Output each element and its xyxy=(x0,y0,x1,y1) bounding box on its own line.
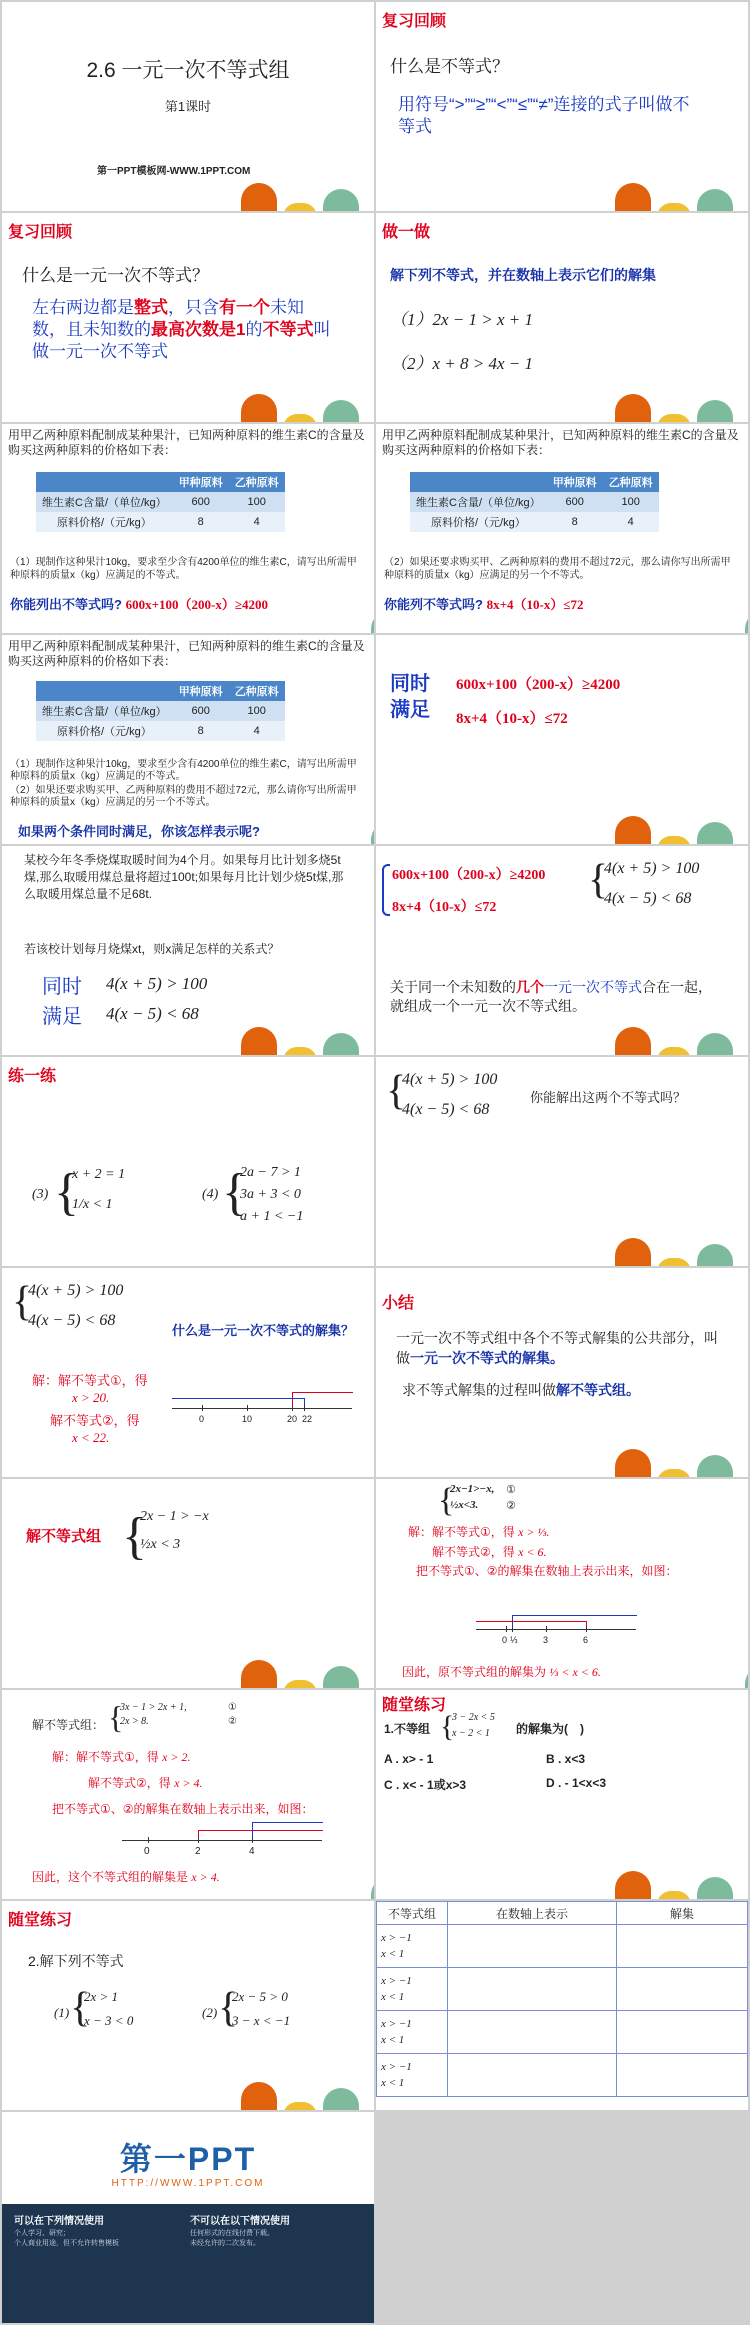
solution-cell[interactable] xyxy=(617,2011,748,2054)
range-x-lt-22 xyxy=(172,1398,305,1409)
slide-header: 练一练 xyxy=(8,1068,57,1085)
slide-solve-system xyxy=(2,1479,374,1688)
problem-2b: 3 − x < −1 xyxy=(232,2013,291,2028)
inequality-2: 4(x − 5) < 68 xyxy=(106,1004,199,1023)
problem-2a: 2x − 5 > 0 xyxy=(232,1989,288,2004)
question-text: 你能解出这两个不等式吗？ xyxy=(530,1090,687,1105)
mark-2: ② xyxy=(228,1716,237,1727)
decoration-shapes xyxy=(663,601,748,633)
slide-header: 随堂练习 xyxy=(8,1912,73,1929)
footer-line: 个人商业用途，但不允许转售模板 xyxy=(14,2240,119,2247)
brace-symbol: { xyxy=(12,1279,33,1325)
conclusion-line xyxy=(32,1868,220,1885)
table-header: 甲种原料 xyxy=(547,472,603,492)
inequality-1: 600x+100（200-x）≥4200 xyxy=(456,677,621,693)
brace-symbol: { xyxy=(54,1164,79,1221)
option-b[interactable]: B . x<3 xyxy=(546,1752,586,1766)
answer-table xyxy=(376,1901,748,2097)
cell-line: x > −1 xyxy=(381,1932,412,1944)
slide-coal-problem xyxy=(2,846,374,1055)
column-header: 解集 xyxy=(617,1902,748,1925)
conclusion-line xyxy=(402,1663,601,1680)
system-2: ½x < 3 xyxy=(140,1537,181,1552)
ask-combined: 如果两个条件同时满足，你该怎样表示呢? xyxy=(18,824,260,839)
label-line: 同时 xyxy=(42,976,82,998)
tick-label: 20 xyxy=(287,1414,298,1424)
cell-line: x < 1 xyxy=(381,1991,405,2003)
label-line: 同时 xyxy=(390,673,430,695)
problem-intro: 用甲乙两种原料配制成某种果汁，已知两种原料的维生素C的含量及购买这两种原料的价格如下表： xyxy=(382,428,739,457)
tick-label: 0 xyxy=(199,1414,205,1424)
both-label xyxy=(390,671,430,723)
table-row xyxy=(377,1925,748,1968)
inequality-line xyxy=(384,594,583,613)
slide-title xyxy=(2,2,374,211)
site-label: 第一PPT模板网-WWW.1PPT.COM xyxy=(97,166,251,177)
table-row xyxy=(377,1968,748,2011)
tick-mark xyxy=(546,1626,547,1632)
tick-label: ⅓ xyxy=(510,1635,518,1645)
definition-text xyxy=(32,297,332,363)
table-header xyxy=(410,472,547,492)
solution-line-1 xyxy=(52,1748,191,1765)
tick-label: 4 xyxy=(249,1846,255,1857)
solution-line-2: 解不等式②，得 xyxy=(50,1413,140,1428)
decoration-shapes xyxy=(615,390,740,422)
problem-1b: x − 3 < 0 xyxy=(84,2013,134,2028)
line-result: x > ⅓. xyxy=(518,1525,550,1539)
slide-solution-set xyxy=(2,1268,374,1477)
task-text: 解下列不等式，并在数轴上表示它们的解集 xyxy=(390,267,656,283)
table-cell: 原料价格/（元/kg） xyxy=(36,512,173,532)
system-cell xyxy=(377,1968,448,2011)
decoration-shapes xyxy=(289,812,374,844)
problem-4a: 2a − 7 > 1 xyxy=(240,1165,301,1180)
system-2: x − 2 < 1 xyxy=(452,1728,490,1739)
solution-cell[interactable] xyxy=(617,2054,748,2097)
table-header xyxy=(36,681,173,701)
slide-quiz-2 xyxy=(2,1901,374,2110)
slide-both-conditions xyxy=(376,635,748,844)
decoration-shapes xyxy=(241,2078,366,2110)
table-header: 甲种原料 xyxy=(173,472,229,492)
column-header: 不等式组 xyxy=(377,1902,448,1925)
tick-mark xyxy=(304,1405,305,1411)
def-highlight: 一元一次不等式 xyxy=(544,979,642,995)
tick-label: 0 xyxy=(502,1635,508,1645)
problem-4-label: (4) xyxy=(202,1187,219,1202)
tick-mark xyxy=(506,1626,507,1632)
line-result: x > 4. xyxy=(174,1776,203,1790)
line-text: 因此，这个不等式组的解集是 xyxy=(32,1870,189,1884)
system-2: ½x<3. xyxy=(450,1499,479,1511)
table-cell: 8 xyxy=(547,512,603,532)
summary-2 xyxy=(402,1380,640,1400)
system-1: 4(x + 5) > 100 xyxy=(402,1071,498,1088)
system-cell xyxy=(377,2011,448,2054)
range-x-lt-6 xyxy=(476,1621,587,1630)
problem-1-label: (1) xyxy=(54,2005,70,2020)
answer-text: 用符号“>”“≥”“<”“≤”“≠”连接的式子叫做不等式 xyxy=(398,95,690,136)
decoration-shapes xyxy=(615,1234,740,1266)
table-header: 甲种原料 xyxy=(173,681,229,701)
definition-text xyxy=(390,978,720,1016)
def-part: 左右两边都是 xyxy=(32,298,134,317)
slide-header: 随堂练习 xyxy=(382,1697,447,1714)
system-2: 4(x − 5) < 68 xyxy=(402,1101,490,1118)
decoration-shapes xyxy=(241,1656,366,1688)
system-1: 2x − 1 > −x xyxy=(140,1509,209,1524)
table-cell: 100 xyxy=(603,492,659,512)
table-cell: 8 xyxy=(173,512,229,532)
tick-mark xyxy=(202,1405,203,1411)
table-cell: 100 xyxy=(229,492,285,512)
brand-url: HTTP://WWW.1PPT.COM xyxy=(111,2178,265,2189)
slide-credits xyxy=(2,2112,374,2323)
slide-header: 复习回顾 xyxy=(8,224,73,241)
question-text: 1.不等组 xyxy=(384,1722,431,1736)
footer-heading-allowed: 可以在下列情况使用 xyxy=(14,2216,104,2227)
def-part: ，只含 xyxy=(168,298,219,317)
brace-symbol: { xyxy=(386,1068,407,1114)
system-1: 4(x + 5) > 100 xyxy=(604,860,700,877)
question-tail: 的解集为( ) xyxy=(516,1722,584,1736)
slide-juice-problem-1 xyxy=(2,424,374,633)
both-label xyxy=(42,972,82,1032)
brace-symbol: { xyxy=(222,1164,247,1221)
decoration-shapes xyxy=(241,1023,366,1055)
ask-text: 你能列不等式吗? xyxy=(384,597,483,612)
brace-symbol: { xyxy=(218,1985,239,2031)
problem-3-label: (3) xyxy=(32,1187,49,1202)
tick-mark xyxy=(292,1405,293,1411)
def-highlight: 不等式 xyxy=(262,320,314,339)
system-cell xyxy=(377,2054,448,2097)
decoration-shapes xyxy=(241,179,366,211)
number-line-cell[interactable] xyxy=(448,2011,617,2054)
def-part: 关于同一个未知数的 xyxy=(390,979,516,995)
slide-summary xyxy=(376,1268,748,1477)
table-cell: 维生素C含量/（单位/kg） xyxy=(36,492,173,512)
inequality-1: 600x+100（200-x）≥4200 xyxy=(392,868,546,883)
system-1: 2x−1>−x, xyxy=(450,1483,495,1495)
slide-quiz-1 xyxy=(376,1690,748,1899)
number-line-cell[interactable] xyxy=(448,2054,617,2097)
solution-cell[interactable] xyxy=(617,1925,748,1968)
problem-1: （1）2x − 1 > x + 1 xyxy=(390,310,534,329)
slide-answer-table xyxy=(376,1901,748,2110)
table-cell: 原料价格/（元/kg） xyxy=(36,721,173,741)
question-text: 什么是一元一次不等式的解集？ xyxy=(172,1323,355,1338)
solution-line-2 xyxy=(432,1543,547,1560)
slide-header: 小结 xyxy=(382,1295,415,1312)
table-cell: 8 xyxy=(173,721,229,741)
slide-practice xyxy=(2,1057,374,1266)
inequality-2: 8x+4（10-x）≤72 xyxy=(456,711,568,727)
def-highlight: 整式 xyxy=(134,298,168,317)
tick-label: 6 xyxy=(583,1635,589,1645)
table-cell: 600 xyxy=(547,492,603,512)
brace-symbol: { xyxy=(108,1699,124,1735)
brace-symbol: { xyxy=(70,1985,91,2031)
price-table xyxy=(410,472,659,532)
table-cell: 原料价格/（元/kg） xyxy=(410,512,547,532)
label-text: 解不等式组 xyxy=(26,1528,102,1545)
slide-header: 做一做 xyxy=(382,224,431,241)
question-text: 什么是不等式？ xyxy=(390,57,509,76)
brace-symbol: { xyxy=(588,857,609,903)
tick-mark xyxy=(198,1837,199,1843)
def-highlight: 有一个 xyxy=(219,298,270,317)
label-line: 满足 xyxy=(390,699,430,721)
table-row xyxy=(377,2011,748,2054)
option-d[interactable]: D . - 1<x<3 xyxy=(546,1776,607,1790)
tick-label: 2 xyxy=(195,1846,201,1857)
solution-result-1: x > 20. xyxy=(72,1390,110,1405)
line-result: ⅓ < x < 6. xyxy=(549,1665,601,1679)
def-part: 的 xyxy=(245,320,263,339)
footer-panel xyxy=(2,2204,374,2323)
decoration-shapes xyxy=(615,812,740,844)
inequality-2: 8x+4（10-x）≤72 xyxy=(486,597,584,612)
inequality-2: 8x+4（10-x）≤72 xyxy=(392,900,497,915)
brand-logo: 第一PPT xyxy=(119,2141,257,2177)
cell-line: x < 1 xyxy=(381,2034,405,2046)
problem-3a: x + 2 = 1 xyxy=(72,1167,126,1182)
system-2: 2x > 8. xyxy=(120,1716,149,1727)
cell-line: x < 1 xyxy=(381,1948,405,1960)
solution-line-2 xyxy=(88,1774,203,1791)
question-text: 若该校计划每月烧煤xt，则x满足怎样的关系式？ xyxy=(24,942,280,956)
mark-1: ① xyxy=(506,1484,516,1496)
line-text: 解：解不等式①，得 xyxy=(52,1750,159,1764)
problem-4c: a + 1 < −1 xyxy=(240,1209,304,1224)
def-part: 叫做一元一次不等式 xyxy=(32,320,331,361)
tick-label: 0 xyxy=(144,1846,150,1857)
table-cell: 600 xyxy=(173,492,229,512)
label-text: 解不等式组： xyxy=(32,1718,105,1732)
question-text: 2.解下列不等式 xyxy=(28,1953,124,1969)
tick-mark xyxy=(252,1837,253,1843)
price-table xyxy=(36,472,285,532)
cell-line: x > −1 xyxy=(381,1975,412,1987)
solution-line-1: 解：解不等式①，得 xyxy=(32,1373,148,1388)
solution-cell[interactable] xyxy=(617,1968,748,2011)
mark-2: ② xyxy=(506,1500,516,1512)
inequality-1: 600x+100（200-x）≥4200 xyxy=(125,597,268,612)
table-header: 乙种原料 xyxy=(229,472,285,492)
def-part: 未知数，且未知数的 xyxy=(32,298,304,339)
table-row xyxy=(377,2054,748,2097)
footer-line: 个人学习、研究； xyxy=(14,2230,70,2237)
decoration-shapes xyxy=(615,1445,740,1477)
problem-intro: 用甲乙两种原料配制成某种果汁，已知两种原料的维生素C的含量及购买这两种原料的价格如下表： xyxy=(8,428,365,457)
line-text: 解不等式②，得 xyxy=(432,1545,515,1559)
option-a[interactable]: A . x> - 1 xyxy=(384,1752,434,1766)
footer-line: 未经允许的二次发布。 xyxy=(190,2240,260,2247)
slide-juice-problem-2 xyxy=(376,424,748,633)
slide-try-it xyxy=(376,213,748,422)
decoration-shapes xyxy=(615,1867,740,1899)
table-cell: 维生素C含量/（单位/kg） xyxy=(410,492,547,512)
question-1: （1）现制作这种果汁10kg，要求至少含有4200单位的维生素C，请写出所需甲种原料的质量x（kg）应满足的不等式。 xyxy=(10,759,357,782)
solution-line-3: 把不等式①、②的解集在数轴上表示出来，如图： xyxy=(416,1564,678,1578)
def-part: 合在一起，就组成一个一元一次不等式组。 xyxy=(390,979,712,1014)
column-header: 在数轴上表示 xyxy=(448,1902,617,1925)
table-cell: 4 xyxy=(603,512,659,532)
line-text: 解：解不等式①，得 xyxy=(408,1525,515,1539)
range-x-gt-4 xyxy=(252,1822,323,1841)
option-c[interactable]: C . x< - 1或x>3 xyxy=(384,1778,467,1792)
line-text: 因此，原不等式组的解集为 xyxy=(402,1665,547,1679)
line-result: x < 6. xyxy=(518,1545,547,1559)
table-cell: 维生素C含量/（单位/kg） xyxy=(36,701,173,721)
question-text: 什么是一元一次不等式？ xyxy=(22,266,209,285)
system-1: 3x − 1 > 2x + 1, xyxy=(120,1702,187,1713)
mark-1: ① xyxy=(228,1702,237,1713)
ask-text: 你能列出不等式吗? xyxy=(10,597,122,612)
problem-4b: 3a + 3 < 0 xyxy=(240,1187,301,1202)
question-2: （2）如果还要求购买甲、乙两种原料的费用不超过72元，那么请你写出所需甲种原料的质量x（kg）应满足的另一个不等式。 xyxy=(384,557,731,581)
table-header xyxy=(36,472,173,492)
tick-mark xyxy=(512,1626,513,1632)
slide-system-definition xyxy=(376,846,748,1055)
slide-solution-2 xyxy=(2,1690,374,1899)
cell-line: x < 1 xyxy=(381,2077,405,2089)
system-2: 4(x − 5) < 68 xyxy=(28,1312,116,1329)
table-cell: 100 xyxy=(229,701,285,721)
decoration-shapes xyxy=(615,179,740,211)
slide-review-linear-inequality xyxy=(2,213,374,422)
table-cell: 600 xyxy=(173,701,229,721)
summary-part: 求不等式解集的过程叫做 xyxy=(402,1382,556,1398)
tick-label: 10 xyxy=(242,1414,253,1424)
brace-left xyxy=(382,864,390,916)
slide-header: 复习回顾 xyxy=(382,13,447,30)
problem-1a: 2x > 1 xyxy=(84,1989,119,2004)
problem-text: 某校今年冬季烧煤取暖时间为4个月。如果每月比计划多烧5t煤,那么取暖用煤总量将超过100t;如果每月比计划少烧5t煤,那么取暖用煤总量不足68t. xyxy=(24,853,344,901)
line-text: 解不等式②，得 xyxy=(88,1776,171,1790)
number-line-cell[interactable] xyxy=(448,1968,617,2011)
line-result: x > 2. xyxy=(162,1750,191,1764)
decoration-shapes xyxy=(241,390,366,422)
tick-label: 22 xyxy=(302,1414,313,1424)
solution-line-3: 把不等式①、②的解集在数轴上表示出来，如图： xyxy=(52,1802,314,1816)
summary-part: 一元一次不等式组中各个不等式解集的公共部分，叫做 xyxy=(396,1330,718,1366)
summary-1 xyxy=(396,1328,726,1368)
footer-heading-forbidden: 不可以在以下情况使用 xyxy=(190,2216,290,2227)
decoration-shapes xyxy=(615,1023,740,1055)
table-cell: 4 xyxy=(229,721,285,741)
table-header: 乙种原料 xyxy=(603,472,659,492)
def-highlight: 最高次数是1 xyxy=(151,320,246,339)
number-line-cell[interactable] xyxy=(448,1925,617,1968)
inequality-1: 4(x + 5) > 100 xyxy=(106,974,208,993)
system-1: 3 − 2x < 5 xyxy=(452,1712,495,1723)
summary-highlight: 解不等式组。 xyxy=(556,1382,640,1398)
tick-mark xyxy=(586,1626,587,1632)
tick-label: 3 xyxy=(543,1635,549,1645)
brace-symbol: { xyxy=(122,1508,147,1565)
decoration-shapes xyxy=(663,1656,748,1688)
slide-review-inequality xyxy=(376,2,748,211)
slide-solution-1 xyxy=(376,1479,748,1688)
system-cell xyxy=(377,1925,448,1968)
price-table xyxy=(36,681,285,741)
system-1: 4(x + 5) > 100 xyxy=(28,1282,124,1299)
system-2: 4(x − 5) < 68 xyxy=(604,890,692,907)
line-result: x > 4. xyxy=(191,1870,220,1884)
table-header: 乙种原料 xyxy=(229,681,285,701)
problem-3b: 1/x < 1 xyxy=(72,1197,113,1212)
def-highlight: 几个 xyxy=(516,979,544,995)
problem-intro: 用甲乙两种原料配制成某种果汁，已知两种原料的维生素C的含量及购买这两种原料的价格如下表： xyxy=(8,639,365,668)
brace-symbol: { xyxy=(438,1482,455,1519)
decoration-shapes xyxy=(289,1867,374,1899)
problem-2: （2）x + 8 > 4x − 1 xyxy=(390,354,534,373)
question-1: （1）现制作这种果汁10kg，要求至少含有4200单位的维生素C，请写出所需甲种原料的质量x（kg）应满足的不等式。 xyxy=(10,557,357,581)
solution-result-2: x < 22. xyxy=(72,1430,110,1445)
slide-subtitle: 第1课时 xyxy=(164,99,212,114)
question-2: （2）如果还要求购买甲、乙两种原料的费用不超过72元，那么请你写出所需甲种原料的质量x（kg）应满足的另一个不等式。 xyxy=(10,785,357,808)
tick-mark xyxy=(247,1405,248,1411)
slide-juice-problem-combined xyxy=(2,635,374,844)
slide-can-you-solve xyxy=(376,1057,748,1266)
label-line: 满足 xyxy=(42,1006,82,1028)
problem-2-label: (2) xyxy=(202,2005,218,2020)
cell-line: x > −1 xyxy=(381,2018,412,2030)
solution-line-1 xyxy=(408,1523,550,1540)
inequality-line xyxy=(10,594,268,613)
slide-title-heading: 2.6 一元一次不等式组 xyxy=(86,59,290,82)
tick-mark xyxy=(148,1837,149,1843)
summary-highlight: 一元一次不等式的解集。 xyxy=(410,1350,564,1366)
brace-symbol: { xyxy=(440,1710,455,1743)
footer-line: 任何形式的在线付费下载。 xyxy=(190,2230,274,2237)
cell-line: x > −1 xyxy=(381,2061,412,2073)
table-cell: 4 xyxy=(229,512,285,532)
decoration-shapes xyxy=(289,601,374,633)
